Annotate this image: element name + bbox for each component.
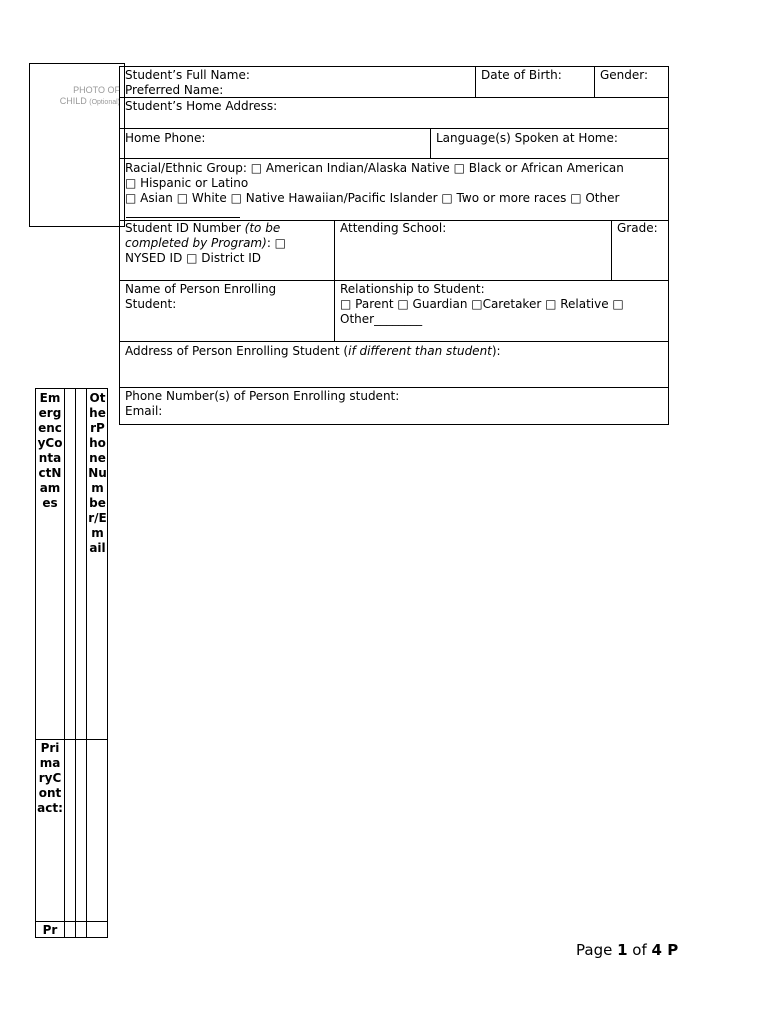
enroller-name-cell[interactable]	[119, 280, 335, 342]
languages-cell[interactable]	[430, 128, 669, 159]
next-contact-label: Pr	[42, 923, 58, 937]
preferred-name-label: Preferred Name:	[125, 83, 224, 97]
photo-placeholder	[29, 63, 125, 227]
emergency-row-divider-2	[35, 921, 108, 922]
home-phone-label: Home Phone:	[125, 131, 206, 145]
dob-cell[interactable]	[475, 66, 595, 98]
primary-contact-label: PrimaryContact:	[37, 741, 63, 815]
emergency-names-header: EmergencyContactNames	[37, 391, 63, 510]
home-phone-cell[interactable]	[119, 128, 431, 159]
student-id-note: (to be completed by Program)	[125, 221, 281, 250]
enroller-phone-label: Phone Number(s) of Person Enrolling student:	[125, 389, 400, 403]
home-address-cell[interactable]	[119, 97, 669, 129]
racial-line-3: □ Asian □ White □ Native Hawaiian/Pacific Islander □ Two or more races □ Other	[125, 191, 620, 205]
page-total: 4 P	[651, 941, 679, 959]
enroller-name-label: Name of Person Enrolling Student:	[125, 282, 277, 311]
attending-school-label: Attending School:	[340, 221, 447, 235]
grade-label: Grade:	[617, 221, 658, 235]
grade-cell[interactable]	[611, 220, 669, 281]
gender-cell[interactable]	[594, 66, 669, 98]
page-current: 1	[617, 941, 628, 959]
enroller-contact-cell[interactable]	[119, 387, 669, 425]
racial-line-1: Racial/Ethnic Group: □ American Indian/Alaska Native □ Black or African American	[125, 161, 624, 175]
racial-group-cell[interactable]	[119, 158, 669, 221]
home-address-label: Student’s Home Address:	[125, 99, 278, 113]
emergency-col-divider-3	[86, 388, 87, 938]
page-of: of	[627, 941, 652, 959]
racial-line-2: □ Hispanic or Latino	[125, 176, 249, 190]
photo-label-line1: PHOTO OF	[73, 85, 120, 95]
other-race-fill-line	[126, 217, 240, 218]
student-full-name-label: Student’s Full Name:	[125, 68, 250, 82]
gender-label: Gender:	[600, 68, 649, 82]
relationship-options: □ Parent □ Guardian □Caretaker □ Relative □	[340, 297, 624, 311]
other-phone-header: OtherPhone Number/Email	[88, 391, 107, 555]
page-number	[576, 941, 678, 959]
languages-label: Language(s) Spoken at Home:	[436, 131, 618, 145]
relationship-label: Relationship to Student:	[340, 282, 485, 296]
photo-label-line2: CHILD	[59, 96, 87, 106]
emergency-col-divider-2	[75, 388, 76, 938]
enroller-address-cell[interactable]	[119, 341, 669, 388]
enroller-address-end: ):	[491, 344, 501, 358]
relationship-other: Other________	[340, 312, 423, 326]
student-id-options: : □ NYSED ID □ District ID	[125, 236, 287, 265]
enroller-address-label: Address of Person Enrolling Student (	[125, 344, 349, 358]
relationship-cell[interactable]	[334, 280, 669, 342]
student-id-cell[interactable]	[119, 220, 335, 281]
photo-optional-label: (Optional)	[89, 99, 120, 106]
emergency-row-divider-1	[35, 739, 108, 740]
page-label: Page	[576, 941, 618, 959]
enroller-address-note: if different than student	[348, 344, 492, 358]
dob-label: Date of Birth:	[481, 68, 562, 82]
attending-school-cell[interactable]	[334, 220, 612, 281]
emergency-col-divider-1	[64, 388, 65, 938]
student-id-label: Student ID Number	[125, 221, 245, 235]
enroller-email-label: Email:	[125, 404, 163, 418]
student-name-cell[interactable]	[119, 66, 476, 98]
